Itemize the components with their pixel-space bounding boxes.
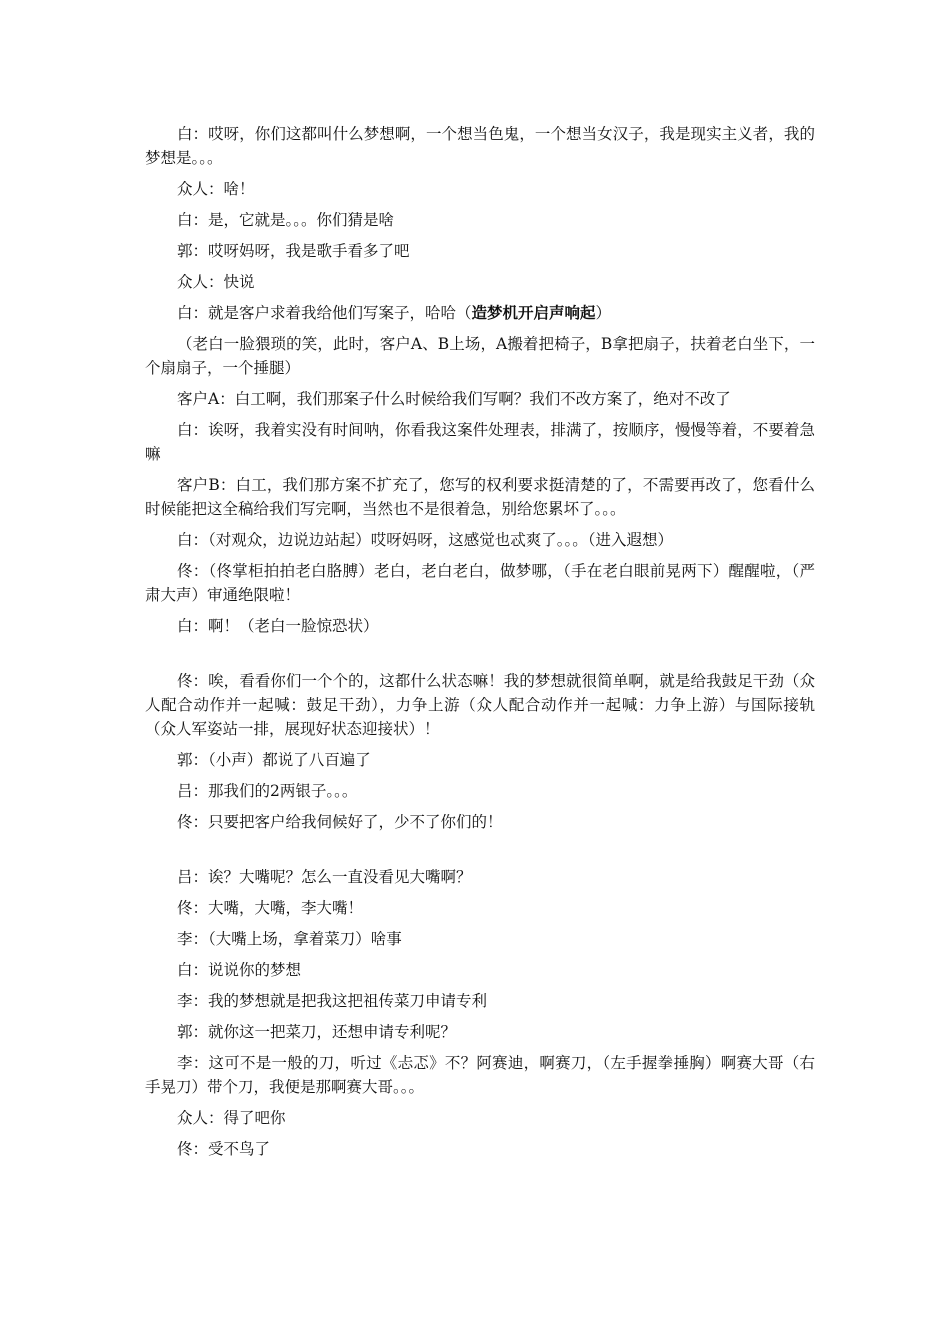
dialogue-line: 白：是，它就是。。。你们猜是啥 xyxy=(177,211,395,229)
dialogue-line: 佟：唉，看看你们一个个的，这都什么状态嘛！我的梦想就很简单啊，就是给我鼓足干劲（众人配合动作并一起喊：鼓足干劲），力争上游（众人配合动作并一起喊：力争上游）与国际接轨（众人军姿站一排，展现好状态迎接状）！ xyxy=(145,672,815,738)
dialogue-line: 李：这可不是一般的刀，听过《忐忑》不？阿赛迪，啊赛刀，（左手握拳捶胸）啊赛大哥（右手晃刀）带个刀，我便是那啊赛大哥。。。 xyxy=(145,1054,815,1096)
dialogue-text: 白：就是客户求着我给他们写案子，哈哈（ xyxy=(177,304,472,322)
dialogue-line: 客户B：白工，我们那方案不扩充了，您写的权利要求挺清楚的了，不需要再改了，您看什么时候能把这全稿给我们写完啊，当然也不是很着急，别给您累坏了。。。 xyxy=(145,476,815,518)
dialogue-line: 佟：只要把客户给我伺候好了，少不了你们的！ xyxy=(177,813,503,831)
section-gap xyxy=(145,645,815,669)
dialogue-line: 白：啊！（老白一脸惊恐状） xyxy=(177,617,379,635)
dialogue-line: 众人：得了吧你 xyxy=(177,1109,286,1127)
sound-cue-bold: 造梦机开启声响起 xyxy=(471,304,596,322)
dialogue-line: 佟：大嘴，大嘴，李大嘴！ xyxy=(177,899,364,917)
dialogue-line: 众人：啥！ xyxy=(177,180,255,198)
dialogue-line: 郭：（小声）都说了八百遍了 xyxy=(177,751,371,769)
dialogue-line: 吕：诶？大嘴呢？怎么一直没看见大嘴啊？ xyxy=(177,868,472,886)
dialogue-line: 白：说说你的梦想 xyxy=(177,961,302,979)
dialogue-line: 李：我的梦想就是把我这把祖传菜刀申请专利 xyxy=(177,992,488,1010)
dialogue-line: 白：（对观众，边说边站起）哎呀妈呀，这感觉也忒爽了。。。（进入遐想） xyxy=(177,531,674,549)
dialogue-text: ） xyxy=(595,304,612,322)
dialogue-line: 郭：就你这一把菜刀，还想申请专利呢？ xyxy=(177,1023,457,1041)
dialogue-line: 佟：（佟掌柜拍拍老白胳膊）老白，老白老白，做梦哪，（手在老白眼前晃两下）醒醒啦，（严肃大声）审通绝限啦！ xyxy=(145,562,815,604)
section-gap xyxy=(145,841,815,865)
script-body xyxy=(145,122,815,1168)
dialogue-line: 佟：受不鸟了 xyxy=(177,1140,271,1158)
dialogue-line-dream-machine xyxy=(145,301,815,325)
dialogue-line: 李：（大嘴上场，拿着菜刀）啥事 xyxy=(177,930,402,948)
dialogue-line: 客户A：白工啊，我们那案子什么时候给我们写啊？我们不改方案了，绝对不改了 xyxy=(177,390,731,408)
stage-direction: （老白一脸猥琐的笑，此时，客户A、B上场，A搬着把椅子，B拿把扇子，扶着老白坐下，一个扇扇子，一个捶腿） xyxy=(145,335,815,377)
dialogue-line: 郭：哎呀妈呀，我是歌手看多了吧 xyxy=(177,242,410,260)
dialogue-line: 众人：快说 xyxy=(177,273,255,291)
dialogue-line: 白：哎呀，你们这都叫什么梦想啊，一个想当色鬼，一个想当女汉子，我是现实主义者，我的梦想是。。。 xyxy=(145,125,815,167)
dialogue-line: 吕：那我们的2两银子。。。 xyxy=(177,782,358,800)
dialogue-line: 白：诶呀，我着实没有时间呐，你看我这案件处理表，排满了，按顺序，慢慢等着，不要着急嘛 xyxy=(145,421,815,463)
